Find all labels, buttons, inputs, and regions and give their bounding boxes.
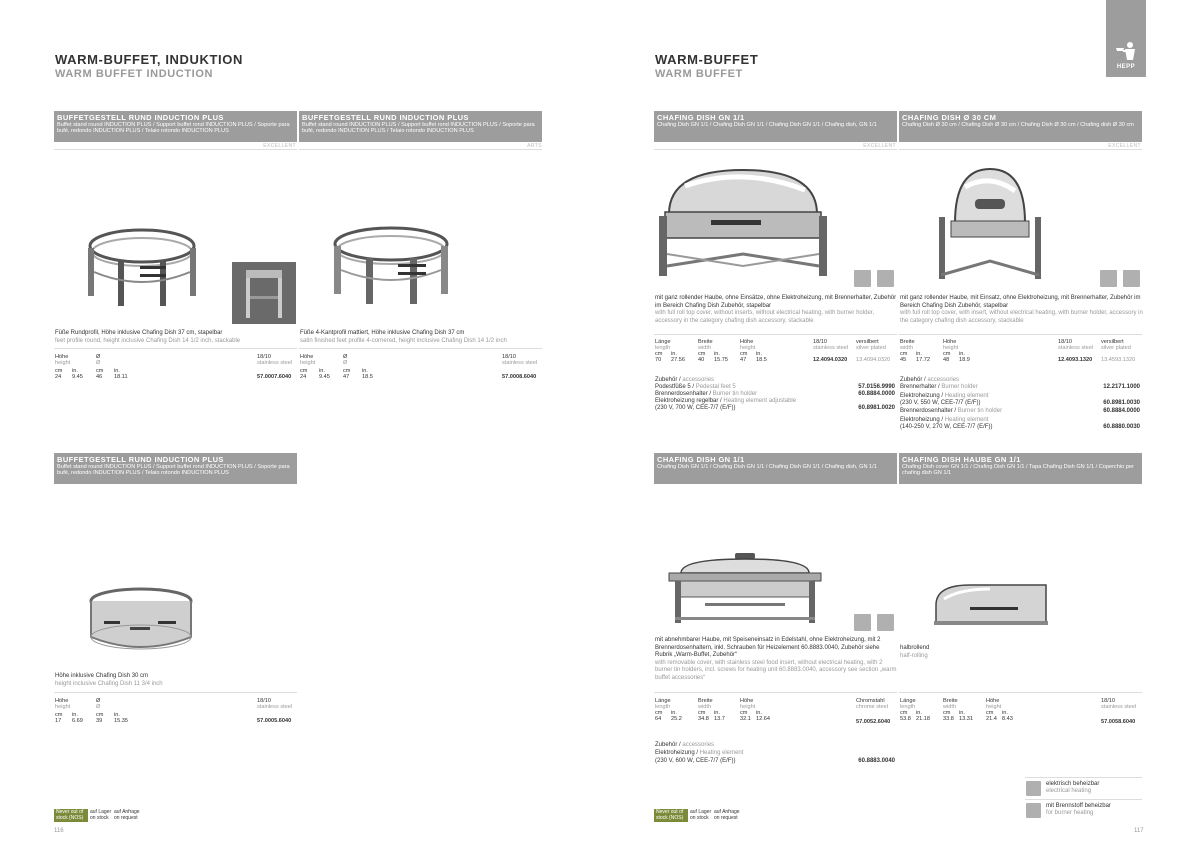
material: 18/10 <box>813 339 827 345</box>
article-number: 57.0007.6040 <box>257 374 292 380</box>
divider <box>1025 799 1142 800</box>
unit-cm: cm <box>55 368 63 374</box>
burner-heating-icon <box>1123 270 1140 287</box>
electric-heating-icon <box>854 614 871 631</box>
acc-item: Brennerdosenhalter <box>655 391 708 397</box>
value: 13.7 <box>714 716 725 722</box>
value: 21.4 <box>986 716 997 722</box>
product-translations: Buffet stand round INDUCTION PLUS / Support buffet rond INDUCTION PLUS / Soporte para bufé, redondo INDUCTION PLUS / Telaio rotondo INDUCTION PLUS <box>57 464 290 477</box>
article-number: 57.0058.6040 <box>1101 719 1136 725</box>
value: 46 <box>96 374 103 380</box>
unit-cm: cm <box>986 710 994 716</box>
material: 18/10 <box>257 698 271 704</box>
desc-de: Füße Rundprofil, Höhe inklusive Chafing Dish 37 cm, stapelbar <box>55 330 223 336</box>
col-width-en: width <box>900 345 914 351</box>
value: 8.43 <box>1002 716 1013 722</box>
col-length: Länge <box>655 698 671 704</box>
col-length: Länge <box>655 339 671 345</box>
spec-table <box>55 698 297 732</box>
logo-text: HEPP <box>1116 64 1136 70</box>
value: 12.64 <box>756 716 770 722</box>
col-height-en: height <box>943 345 959 351</box>
unit-in: in. <box>362 368 368 374</box>
desc-en: with removable cover, with stainless steel food insert, without electrical heating, with 2 burner tin holders, incl. screws for heating unit 60.8883.0040, accessory see section „warm buffet accessories“ <box>655 659 897 681</box>
col-height: Höhe <box>300 354 314 360</box>
nos-badge: Never out of stock (NOS) <box>654 809 688 822</box>
acc-item-en: Heating element <box>944 393 989 399</box>
burner-heating-icon <box>877 270 894 287</box>
legend-electric <box>1046 781 1099 795</box>
acc-item: Elektroheizung <box>900 393 940 399</box>
acc-title-en: accessories <box>682 377 715 383</box>
product-header-57-0007 <box>54 111 297 142</box>
value: 21.18 <box>916 716 930 722</box>
desc-en: height inclusive Chafing Dish 11 3/4 inch <box>55 680 163 687</box>
unit-cm: cm <box>740 351 748 357</box>
unit-in: in. <box>114 712 120 718</box>
acc-article-number: 12.2171.1000 <box>1103 384 1140 390</box>
stock-label-en: on stock <box>690 815 709 821</box>
chafing-dish-cover-image <box>930 583 1052 627</box>
legend-label-en: for burner heating <box>1046 810 1094 816</box>
product-name: BUFFETGESTELL RUND INDUCTION PLUS <box>302 113 469 122</box>
col-height-en: height <box>300 360 316 366</box>
desc-en: with full roll top cover, with insert, without electrical heating, with burner holder, accessory in the category chafing dish accessory, stackable <box>900 310 1143 324</box>
acc-item: Brennerhalter <box>900 384 937 390</box>
acc-item-en: Heating element <box>944 417 989 423</box>
stock-legend-right <box>654 809 754 823</box>
col-height: Höhe <box>55 354 69 360</box>
electric-heating-icon <box>1100 270 1117 287</box>
acc-title: Zubehör <box>655 377 678 383</box>
divider <box>899 692 1142 693</box>
product-name: BUFFETGESTELL RUND INDUCTION PLUS <box>57 113 224 122</box>
brand-label: EXCELLENT <box>863 143 896 149</box>
page-subtitle-left: WARM BUFFET INDUCTION <box>55 68 214 80</box>
material: 18/10 <box>1058 339 1072 345</box>
material-en: stainless steel <box>257 704 293 710</box>
unit-in: in. <box>72 712 78 718</box>
acc-article-number: 57.0156.9990 <box>858 384 895 390</box>
material-en: chrome steel <box>856 704 889 710</box>
value: 9.45 <box>72 374 83 380</box>
unit-in: in. <box>714 351 720 357</box>
desc-en: satin finished feet profile 4-cornered, height inclusive Chafing Dish 14 1/2 inch <box>300 337 507 344</box>
desc-de: Füße 4-Kantprofil mattiert, Höhe inklusive Chafing Dish 37 cm <box>300 330 465 336</box>
unit-in: in. <box>671 351 677 357</box>
desc-en: half-rolling <box>900 652 928 659</box>
unit-in: in. <box>114 368 120 374</box>
value: 18.5 <box>362 374 373 380</box>
chafing-dish-round-image <box>935 165 1045 287</box>
material-2-en: silver plated <box>856 345 886 351</box>
divider <box>654 692 897 693</box>
product-name: CHAFING DISH Ø 30 CM <box>902 113 997 122</box>
col-width-en: width <box>698 345 712 351</box>
unit-cm: cm <box>900 710 908 716</box>
acc-title: Zubehör <box>900 377 923 383</box>
value: 39 <box>96 718 103 724</box>
article-number-2: 13.4094.0320 <box>856 357 891 363</box>
unit-in: in. <box>714 710 720 716</box>
col-height: Höhe <box>740 339 754 345</box>
value: 15.35 <box>114 718 128 724</box>
product-description <box>55 673 295 688</box>
spec-table <box>655 698 897 728</box>
value: 40 <box>698 357 705 363</box>
unit-in: in. <box>671 710 677 716</box>
product-header-57-0008 <box>299 111 542 142</box>
divider <box>299 348 542 349</box>
value: 48 <box>943 357 950 363</box>
unit-cm: cm <box>55 712 63 718</box>
legend-burner <box>1046 803 1111 817</box>
divider <box>654 149 897 150</box>
col-length-en: length <box>655 345 671 351</box>
acc-article-number: 60.8981.0020 <box>858 405 895 411</box>
product-translations: Buffet stand round INDUCTION PLUS / Support buffet rond INDUCTION PLUS / Soporte para bufé, redondo INDUCTION PLUS / Telaio rotondo INDUCTION PLUS <box>302 122 535 135</box>
desc-de: mit ganz rollender Haube, mit Einsatz, ohne Elektroheizung, mit Brennerhalter, Zubehör im Bereich Chafing Dish Zubehör, stapelbar <box>900 295 1141 309</box>
product-translations: Chafing Dish Ø 30 cm / Chafing Dish Ø 30 cm / Chafing Dish Ø 30 cm / Chafing dish Ø 30 cm <box>902 122 1134 128</box>
col-height-en: height <box>986 704 1002 710</box>
col-diameter: Ø <box>96 354 101 360</box>
col-length: Länge <box>900 698 916 704</box>
col-height: Höhe <box>986 698 1000 704</box>
page-number-left: 116 <box>54 828 64 834</box>
value: 17 <box>55 718 62 724</box>
stock-label: auf Lager <box>690 809 712 815</box>
divider <box>54 149 297 150</box>
unit-in: in. <box>319 368 325 374</box>
stock-legend-left <box>54 809 154 823</box>
page-number-right: 117 <box>1134 828 1144 834</box>
product-translations: Chafing Dish cover GN 1/1 / Chafing Dish GN 1/1 / Tapa Chafing Dish GN 1/1 / Coperchio per chafing dish GN 1/1 <box>902 464 1134 477</box>
product-name: CHAFING DISH GN 1/1 <box>657 113 745 122</box>
product-description <box>900 645 1143 660</box>
product-description <box>655 295 898 325</box>
unit-cm: cm <box>300 368 308 374</box>
acc-item: (140-250 V, 270 W, CEE-7/7 (E/F)) <box>900 424 993 430</box>
col-height-en: height <box>740 704 756 710</box>
value: 53.8 <box>900 716 911 722</box>
waiter-logo-icon <box>1114 42 1138 60</box>
page-title-left: WARM-BUFFET, INDUKTION <box>55 52 243 67</box>
brand-label: ARTS <box>527 143 542 149</box>
acc-item: (230 V, 550 W, CEE-7/7 (E/F)) <box>900 400 981 406</box>
col-width: Breite <box>698 339 713 345</box>
legend-label-en: electrical heating <box>1046 788 1092 794</box>
value: 24 <box>300 374 307 380</box>
unit-cm: cm <box>740 710 748 716</box>
article-number: 57.0008.6040 <box>502 374 537 380</box>
acc-item-en: Heating element adjustable <box>723 398 797 404</box>
product-header-57-0005 <box>54 453 297 484</box>
col-length-en: length <box>900 704 916 710</box>
material: Chromstahl <box>856 698 885 704</box>
product-header-chafing-dish-gn11 <box>654 111 897 142</box>
unit-cm: cm <box>943 710 951 716</box>
value: 25.2 <box>671 716 682 722</box>
col-height-en: height <box>740 345 756 351</box>
desc-de: halbrollend <box>900 645 930 651</box>
material: 18/10 <box>502 354 516 360</box>
value: 13.31 <box>959 716 973 722</box>
unit-cm: cm <box>96 368 104 374</box>
product-header-chafing-dish-cover <box>899 453 1142 484</box>
material-en: stainless steel <box>1058 345 1094 351</box>
desc-de: Höhe inklusive Chafing Dish 30 cm <box>55 673 149 679</box>
article-number: 12.4093.1320 <box>1058 357 1093 363</box>
desc-de: mit abnehmbarer Haube, mit Speiseneinsatz in Edelstahl, ohne Elektroheizung, mit 2 Brennerdosenhaltern, inkl. Schrauben für Heizelement 60.8883.0040, Zubehör siehe Rubrik „Warm-Buffet, Zubehör“ <box>655 637 881 658</box>
material: 18/10 <box>1101 698 1115 704</box>
request-label-en: on request <box>114 815 138 821</box>
stand-detail-photo <box>232 262 296 324</box>
value: 27.56 <box>671 357 685 363</box>
accessories-list: Zubehör / accessories Elektroheizung / Heating element (230 V, 600 W, CEE-7/7 (E/F)) 60.8883.0040 <box>655 742 895 764</box>
unit-in: in. <box>72 368 78 374</box>
product-name: BUFFETGESTELL RUND INDUCTION PLUS <box>57 455 224 464</box>
unit-in: in. <box>959 351 965 357</box>
article-number-2: 13.4593.1320 <box>1101 357 1136 363</box>
desc-de: mit ganz rollender Haube, ohne Einsätze, ohne Elektroheizung, mit Brennerhalter, Zubehör im Bereich Chafing Dish Zubehör, stapelbar <box>655 295 897 309</box>
divider <box>54 692 297 693</box>
col-diameter-en: Ø <box>96 360 101 366</box>
spec-table <box>655 339 897 369</box>
acc-item: Elektroheizung regelbar <box>655 398 719 404</box>
buffet-stand-ring-image <box>82 585 200 661</box>
material-2-en: silver plated <box>1101 345 1131 351</box>
article-number: 57.0052.6040 <box>856 719 891 725</box>
acc-item: Elektroheizung <box>900 417 940 423</box>
material-en: stainless steel <box>1101 704 1137 710</box>
value: 70 <box>655 357 662 363</box>
divider <box>654 334 897 335</box>
col-width-en: width <box>943 704 957 710</box>
material-en: stainless steel <box>257 360 293 366</box>
acc-item: Elektroheizung <box>655 750 695 756</box>
material-2: versilbert <box>1101 339 1124 345</box>
chafing-dish-removable-cover-image <box>665 553 825 625</box>
acc-item: Podestfüße 5 <box>655 384 691 390</box>
acc-item-en: Pedestal feet 5 <box>695 384 736 390</box>
spec-table <box>55 354 297 388</box>
unit-cm: cm <box>655 351 663 357</box>
col-width: Breite <box>900 339 915 345</box>
article-number: 12.4094.0320 <box>813 357 848 363</box>
stock-label: auf Lager <box>90 809 112 815</box>
value: 64 <box>655 716 662 722</box>
divider <box>899 334 1142 335</box>
burner-heating-legend-icon <box>1026 803 1041 818</box>
value: 47 <box>343 374 350 380</box>
value: 24 <box>55 374 62 380</box>
divider <box>1025 777 1142 778</box>
electric-heating-icon <box>854 270 871 287</box>
article-number: 57.0005.6040 <box>257 718 292 724</box>
acc-item: Brennerdosenhalter <box>900 408 953 414</box>
unit-in: in. <box>1002 710 1008 716</box>
unit-cm: cm <box>900 351 908 357</box>
page-subtitle-right: WARM BUFFET <box>655 68 743 80</box>
unit-in: in. <box>959 710 965 716</box>
product-description <box>900 295 1143 325</box>
page-title-right: WARM-BUFFET <box>655 52 759 67</box>
acc-article-number: 60.8883.0040 <box>858 758 895 764</box>
col-width-en: width <box>698 704 712 710</box>
unit-in: in. <box>916 351 922 357</box>
nos-badge: Never out of stock (NOS) <box>54 809 88 822</box>
acc-title-en: accessories <box>682 742 715 748</box>
value: 33.8 <box>943 716 954 722</box>
spec-table <box>900 698 1142 728</box>
acc-article-number: 60.8884.0000 <box>858 391 895 397</box>
unit-in: in. <box>756 351 762 357</box>
unit-cm: cm <box>343 368 351 374</box>
product-description <box>655 637 898 682</box>
material-en: stainless steel <box>502 360 538 366</box>
acc-item-en: Burner tin holder <box>712 391 758 397</box>
col-diameter-en: Ø <box>96 704 101 710</box>
value: 17.72 <box>916 357 930 363</box>
desc-en: feet profile round, height inclusive Chafing Dish 14 1/2 inch, stackable <box>55 337 241 344</box>
acc-title-en: accessories <box>927 377 960 383</box>
product-translations: Chafing Dish GN 1/1 / Chafing Dish GN 1/1 / Chafing Dish GN 1/1 / Chafing dish, GN 1/1 <box>657 122 877 128</box>
product-description <box>55 330 295 345</box>
unit-cm: cm <box>698 351 706 357</box>
legend-label: elektrisch beheizbar <box>1046 781 1100 787</box>
value: 6.69 <box>72 718 83 724</box>
acc-item-en: Burner holder <box>941 384 978 390</box>
value: 45 <box>900 357 907 363</box>
col-width: Breite <box>698 698 713 704</box>
col-height: Höhe <box>943 339 957 345</box>
divider <box>299 149 542 150</box>
acc-article-number: 60.8884.0000 <box>1103 408 1140 414</box>
chafing-dish-rolltop-image <box>655 166 830 286</box>
value: 34.8 <box>698 716 709 722</box>
material: 18/10 <box>257 354 271 360</box>
acc-title: Zubehör <box>655 742 678 748</box>
product-translations: Buffet stand round INDUCTION PLUS / Support buffet rond INDUCTION PLUS / Soporte para bufé, redondo INDUCTION PLUS / Telaio rotondo INDUCTION PLUS <box>57 122 290 135</box>
value: 18.5 <box>756 357 767 363</box>
col-length-en: length <box>655 704 671 710</box>
unit-cm: cm <box>943 351 951 357</box>
request-label: auf Anfrage <box>114 809 140 815</box>
product-name: CHAFING DISH HAUBE GN 1/1 <box>902 455 1021 464</box>
col-height-en: height <box>55 704 71 710</box>
value: 18.9 <box>959 357 970 363</box>
col-height-en: height <box>55 360 71 366</box>
unit-cm: cm <box>655 710 663 716</box>
value: 15.75 <box>714 357 728 363</box>
divider <box>54 348 297 349</box>
divider <box>899 149 1142 150</box>
unit-cm: cm <box>698 710 706 716</box>
accessories-list: Zubehör / accessories Podestfüße 5 / Pedestal feet 5 57.0156.9990 Brennerdosenhalter / Burner tin holder 60.8884.0000 Elektroheizung regelbar / Heating element adjustable (230 V, 700 W, CEE-7/7 (E/F)) 60.8981.0020 <box>655 377 895 411</box>
acc-item-en: Heating element <box>699 750 744 756</box>
unit-in: in. <box>916 710 922 716</box>
request-label: auf Anfrage <box>714 809 740 815</box>
material-en: stainless steel <box>813 345 849 351</box>
burner-heating-icon <box>877 614 894 631</box>
col-height: Höhe <box>55 698 69 704</box>
col-diameter: Ø <box>343 354 348 360</box>
buffet-stand-square-profile-image <box>326 222 456 308</box>
col-diameter: Ø <box>96 698 101 704</box>
legend-label: mit Brennstoff beheizbar <box>1046 803 1111 809</box>
brand-label: EXCELLENT <box>263 143 296 149</box>
value: 32.1 <box>740 716 751 722</box>
acc-article-number: 60.8981.0030 <box>1103 400 1140 406</box>
spec-table <box>300 354 542 388</box>
acc-article-number: 60.8880.0030 <box>1103 424 1140 430</box>
unit-in: in. <box>756 710 762 716</box>
accessories-list: Zubehör / accessories Brennerhalter / Burner holder 12.2171.1000 Elektroheizung / Heating element (230 V, 550 W, CEE-7/7 (E/F)) 60.8981.0030 Brennerdosenhalter / Burner tin holder 60.8884.0000 Elektroheizung / Heating element (140-250 V, 270 W, CEE-7/7 (E/F)) 60.8880.0030 <box>900 377 1140 430</box>
hepp-logo <box>1106 0 1146 77</box>
col-height: Höhe <box>740 698 754 704</box>
unit-cm: cm <box>96 712 104 718</box>
col-width: Breite <box>943 698 958 704</box>
stock-label-en: on stock <box>90 815 109 821</box>
product-header-chafing-dish-gn11-b <box>654 453 897 484</box>
product-name: CHAFING DISH GN 1/1 <box>657 455 745 464</box>
buffet-stand-round-image <box>82 222 202 310</box>
product-header-chafing-dish-30 <box>899 111 1142 142</box>
acc-item: (230 V, 700 W, CEE-7/7 (E/F)) <box>655 405 736 411</box>
acc-item: (230 V, 600 W, CEE-7/7 (E/F)) <box>655 758 736 764</box>
product-translations: Chafing Dish GN 1/1 / Chafing Dish GN 1/1 / Chafing Dish GN 1/1 / Chafing dish, GN 1/1 <box>657 464 877 470</box>
acc-item-en: Burner tin holder <box>957 408 1003 414</box>
col-diameter-en: Ø <box>343 360 348 366</box>
electric-heating-legend-icon <box>1026 781 1041 796</box>
product-description <box>300 330 542 345</box>
value: 9.45 <box>319 374 330 380</box>
spec-table <box>900 339 1142 369</box>
request-label-en: on request <box>714 815 738 821</box>
brand-label: EXCELLENT <box>1108 143 1141 149</box>
desc-en: with full roll top cover, without inserts, without electrical heating, with burner holder, accessory in the category chafing dish accessory, stackable <box>655 310 875 324</box>
material-2: versilbert <box>856 339 879 345</box>
value: 18.11 <box>114 374 128 380</box>
value: 47 <box>740 357 747 363</box>
